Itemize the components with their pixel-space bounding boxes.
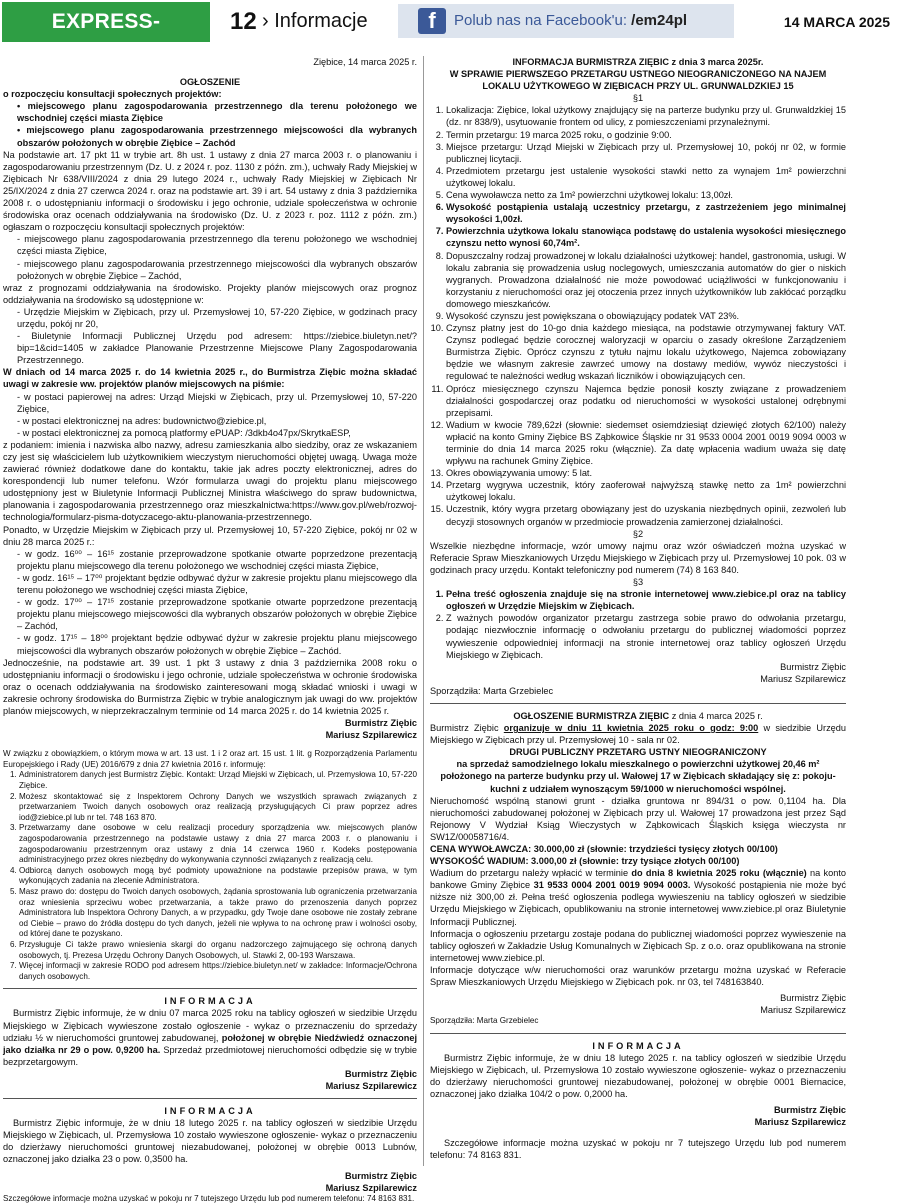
announcement-subtitle: o rozpoczęciu konsultacji społecznych projektów: xyxy=(3,89,222,100)
list-item: 4. Odbiorcą danych osobowych mogą być podmioty upoważnione na podstawie przepisów prawa, w tym wykonujących zadania na zlecenie Administratora. xyxy=(19,866,417,887)
signature-name: Mariusz Szpilarewicz xyxy=(325,730,417,741)
paragraph: Nieruchomość wspólną stanowi grunt - działka gruntowa nr 894/31 o pow. 0,1104 ha. Dla nieruchomości zabudowanej położonej w Ziębicach przy ul. Wałowej 17 prowadzona jest przez Sąd Rejonowy V Wydział Ksiąg Wieczystych w Ząbkowicach Śląskich księga wieczysta nr SW1Z/00058716/4. xyxy=(430,795,846,842)
info-text: Burmistrz Ziębic informuje, że w dniu 07 marca 2025 roku na tablicy ogłoszeń w siedzibie Urzędu Miejskiego w Ziębicach wywieszone zostało ogłoszenie - wykaz o przeznaczeniu do sprzedaży udziału ½ w nieruchomości gruntowej zabudowanej, położonej w obrębie Niedźwiedź oznaczonej jako działka nr 29 o pow. 0,9200 ha. Sprzedaż przedmiotowej nieruchomości odbędzie się w trybie bezprzetargowym. xyxy=(3,1008,417,1067)
list-item: 2. Możesz skontaktować się z Inspektorem Ochrony Danych we wszystkich sprawach związanych z przetwarzaniem Twoich danych osobowych oraz realizacją przysługujących Ci praw poprzez adres iod@ziebice.pl lub nr tel. 748 163 870. xyxy=(19,792,417,824)
schedule-item: - w godz. 17⁰⁰ – 17¹⁵ zostanie przeprowadzone spotkanie otwarte poprzedzone prezentacją projektu planu miejscowego miejscowości dla wybranych obszarów położonych w obrębie Ziębice – Zachód, xyxy=(17,597,417,632)
info-text: Burmistrz Ziębic informuje, że w dniu 18 lutego 2025 r. na tablicy ogłoszeń w siedzibie Urzędu Miejskiego w Ziębicach, ul. Przemysłowa 10 zostało wywieszone ogłoszenie- wykaz o przeznaczeniu do dzierżawy nieruchomości gruntowej niezabudowanej, położonej w obrębie 0001 Biernacice, oznaczonej jako działka 104/2 o pow. 0,2000 ha. xyxy=(430,1053,846,1100)
tender-title: INFORMACJA BURMISTRZA ZIĘBIC z dnia 3 marca 2025r. xyxy=(512,57,764,67)
facebook-banner[interactable] xyxy=(398,4,734,38)
list-item: 12. Wadium w kwocie 789,62zł (słownie: siedemset osiemdziesiąt dziewięć złotych 62/100) należy wpłacić na konto Gminy Ziębice BS Ząbkowice Śląskie nr 31 9533 0004 2001 0019 9094 0003 w terminie do dnia 14 marca 2025 roku (włącznie). Za datę wpłacenia wadium uważa się datę wpływu na rachunek Gminy Ziębice. xyxy=(446,419,846,467)
prepared-by: Sporządziła: Marta Grzebielec xyxy=(430,685,554,696)
list-item: 6. Wysokość postąpienia ustalają uczestnicy przetargu, z zastrzeżeniem jego minimalnej wysokości 1,00zł. xyxy=(446,201,846,225)
signature-name: Mariusz Szpilarewicz xyxy=(754,1117,846,1128)
column-divider xyxy=(423,56,424,1166)
legal-basis: Na podstawie art. 17 pkt 11 w trybie art. 8h ust. 1 ustawy z dnia 27 marca 2003 r. o planowaniu i zagospodarowaniu przestrzennym (Dz. U. z 2024 r. poz. 1130 z późn. zm.), uchwały Rady Miejskiej w Ziębicach Nr 638/VIII/2024 z dnia 29 lutego 2024 r., uchwały Rady Miejskiej w Ziębicach Nr 25/IX/2024 z dnia 27 czerwca 2024 r. oraz na podstawie art. 39 i art. 54 ustawy z dnia 3 października 2008 r. o udostępnianiu informacji o środowisku i jego ochronie, udziale społeczeństwa w ochronie środowiska oraz ocenach oddziaływania na środowisko (Dz. U. z 2023 r. poz. 1112 z późn. zm.) ogłaszam o rozpoczęciu konsultacji społecznych projektów: xyxy=(3,149,417,233)
list-item: 3. Przetwarzamy dane osobowe w celu realizacji procedury sporządzenia ww. miejscowych planów zagospodarowania przestrzennego na podstawie ustawy z dnia 27 marca 2003 r. o planowaniu i zagospodarowaniu przestrzennym oraz ustawy z dnia 14 czerwca 1960 r. Kodeks postępowania administracyjnego przez okres niezbędny do wykonywania czynności związanych z realizacją celu. xyxy=(19,823,417,865)
signature-title: Burmistrz Ziębic xyxy=(345,1170,417,1181)
signature-name: Mariusz Szpilarewicz xyxy=(325,1080,417,1091)
list-item: 7. Powierzchnia użytkowa lokalu stanowiąca podstawę do ustalenia wysokości miesięcznego czynszu netto wynosi 60,74m². xyxy=(446,225,846,249)
section-mark: §3 xyxy=(632,577,644,588)
signature-name: Mariusz Szpilarewicz xyxy=(760,673,846,684)
brand-logo[interactable]: EXPRESS-MIEJSKI.PL xyxy=(2,2,210,42)
signature-title: Burmistrz Ziębic xyxy=(345,718,417,729)
signature-title: Burmistrz Ziębic xyxy=(780,993,846,1004)
facebook-icon: f xyxy=(418,8,446,34)
right-column xyxy=(430,56,846,1161)
list-item: 8. Dopuszczalny rodzaj prowadzonej w lokalu działalności użytkowej: handel, gastronomia, usługi. W lokalu zabrania się prowadzenia usług noclegowych, umieszczania automatów do gier o niskich wygranych. Prowadzona działalność nie może powodować uciążliwości w funkcjonowaniu i korzystaniu z nieruchomości oraz jej otoczenia przez innych użytkowników lub zakłócać porządku domowego mieszkańców. xyxy=(446,250,846,310)
sale-heading: OGŁOSZENIE BURMISTRZA ZIĘBIC z dnia 4 marca 2025 r. xyxy=(513,710,763,721)
list-item: 14. Przetarg wygrywa uczestnik, który zaoferował najwyższą stawkę netto za 1m² powierzchni użytkowej lokalu. xyxy=(446,479,846,503)
info-title: INFORMACJA xyxy=(164,1106,256,1117)
signature-title: Burmistrz Ziębic xyxy=(774,1105,846,1116)
list-item: 1. Lokalizacja: Ziębice, lokal użytkowy znajdujący się na parterze budynku przy ul. Grunwaldzkiej 15 (dz. nr 838/9), usytuowanie frontem od ulicy, z pomieszczeniami przynależnymi. xyxy=(446,104,846,128)
list-item: 10. Czynsz płatny jest do 10-go dnia każdego miesiąca, na podstawie otrzymywanej faktury VAT. Czynsz podlegać będzie corocznej waloryzacji w oparciu o zasady określone Zarządzeniem Burmistrza Ziębic. Oprócz czynszu z tytułu najmu lokalu użytkowego, Najemca zobowiązany będzie we własnym zakresie zawrzeć umowy na dostawy mediów, wywóz nieczystości i regulować te należności według wskazań liczników i obowiązujących cen. xyxy=(446,322,846,382)
rodo-list xyxy=(3,770,417,982)
rodo-intro: W związku z obowiązkiem, o którym mowa w art. 13 ust. 1 i 2 oraz art. 15 ust. 1 lit. g Rozporządzenia Parlamentu Europejskiego i Rady (UE) 2016/679 z dnia 27 kwietnia 2016 r. informuję: xyxy=(3,749,417,769)
prepared-by: Sporządziła: Marta Grzebielec xyxy=(430,1016,539,1026)
sale-intro: Burmistrz Ziębic organizuje w dniu 11 kwietnia 2025 roku o godz: 9:00 w siedzibie Urzędu Miejskiego w Ziębicach przy ul. Przemysłowej 10 - sala nr 02. xyxy=(430,723,846,746)
signature-name: Mariusz Szpilarewicz xyxy=(760,1005,846,1016)
project-item: - miejscowego planu zagospodarowania przestrzennego miejscowości dla wybranych obszarów położonych w obrębie Ziębice – Zachód, xyxy=(17,258,417,281)
page-number: 12 xyxy=(230,8,257,35)
info-title: INFORMACJA xyxy=(164,996,256,1007)
list-item: 1. Administratorem danych jest Burmistrz Ziębic. Kontakt: Urząd Miejski w Ziębicach, ul. Przemysłowa 10, 57-220 Ziębice. xyxy=(19,770,417,791)
schedule-item: - w godz. 17¹⁵ – 18⁰⁰ projektant będzie odbywać dyżur w zakresie projektu planu miejscowego miejscowości dla wybranych obszarów położonych w obrębie Ziębice – Zachód. xyxy=(17,633,417,656)
paragraph: z podaniem: imienia i nazwiska albo nazwy, adresu zamieszkania albo siedziby, oraz ze wskazaniem czy jest się właścicielem lub użytkownikiem wieczystym nieruchomości objętej uwagą. Uwaga może zawierać również dodatkowe dane do kontaktu, takie jak adres poczty elektronicznej, adres do korespondencji lub numer telefonu. Wzór formularza uwagi do projektu planu miejscowego udostępniony jest w Biuletynie Informacji Publicznej Ministra właściwego do spraw budownictwa, planowania i zagospodarowania przestrzennego oraz mieszkalnictwa:https://www.gov.pl/web/rozwoj-technologia/formularz-pisma-dotyczacego-aktu-planowania-przestrzennego. xyxy=(3,439,417,523)
paragraph: Informacja o ogłoszeniu przetargu zostaje podana do publicznej wiadomości poprzez wywieszenie na tablicy ogłoszeń w Zakładzie Usług Komunalnych w Ziębicach Sp. z o.o. oraz opublikowana na stronie internetowej www.ziebice.pl. xyxy=(430,928,846,963)
info-title: INFORMACJA xyxy=(592,1040,684,1051)
facebook-handle: /em24pl xyxy=(631,12,688,29)
bullet-item: • miejscowego planu zagospodarowania przestrzennego miejscowości dla wybranych obszarów położonych w obrębie Ziębice – Zachód xyxy=(17,125,417,148)
paragraph: wraz z prognozami oddziaływania na środowisko. Projekty planów miejscowych oraz prognoz oddziaływania na środowisko są udostępnione w: xyxy=(3,282,417,305)
submission-form: - w postaci elektronicznej na adres: budownictwo@ziebice.pl, xyxy=(17,415,267,426)
issue-date: 14 MARCA 2025 xyxy=(783,14,890,30)
meeting-intro: Ponadto, w Urzędzie Miejskim w Ziębicach przy ul. Przemysłowej 10, 57-220 Ziębice, pokój nr 02 w dniu 28 marca 2025 r.: xyxy=(3,524,417,547)
left-column xyxy=(3,56,417,1204)
submission-form: - w postaci elektronicznej za pomocą platformy ePUAP: /3dkb4o47px/SkrytkaESP, xyxy=(17,427,351,438)
sale-subject: na sprzedaż samodzielnego lokalu mieszkalnego o powierzchni użytkowej 20,46 m² położonego na parterze budynku przy ul. Wałowej 17 w Ziębicach składający się z: pokoju-kuchni z udziałem wynoszącym 59/1000 w nieruchomości wspólnej. xyxy=(440,759,836,794)
submission-form: - w postaci papierowej na adres: Urząd Miejski w Ziębicach, przy ul. Przemysłowej 10, 57-220 Ziębice, xyxy=(17,391,417,414)
announcement-title: OGŁOSZENIE xyxy=(179,77,241,88)
facebook-text: Polub nas na Facebook'u: /em24pl xyxy=(454,12,688,29)
list-item: 5. Cena wywoławcza netto za 1m² powierzchni użytkowej lokalu: 13,00zł. xyxy=(446,189,846,201)
list-item: 15. Uczestnik, który wygra przetarg obowiązany jest do uzyskania niezbędnych opinii, zezwoleń lub decyzji stosownych organów w przedmiocie prowadzenia zamierzonej działalności. xyxy=(446,503,846,527)
sale-type: DRUGI PUBLICZNY PRZETARG USTNY NIEOGRANICZONY xyxy=(509,747,767,758)
paragraph: Informacje dotyczące w/w nieruchomości oraz warunków przetargu można uzyskać w Referacie Spraw Mieszkaniowych Urzędu Miejskiego w Ziębicach pok. nr 03, tel 748163840. xyxy=(430,964,846,988)
section-title: › Informacje xyxy=(262,10,368,32)
paragraph: Wadium do przetargu należy wpłacić w terminie do dnia 8 kwietnia 2025 roku (włącznie) na konto bankowe Gminy Ziębice 31 9533 0004 2001 0019 9094 0003. Wysokość postąpienia nie może być niższe niż 300,00 zł. Pełna treść ogłoszenia podlega wywieszeniu na tablicy ogłoszeń w siedzibie Urzędu Miejskiego w Ziębicach, opublikowaniu na stronie internetowej www.ziebice.pl oraz Biuletynie Informacji Publicznej. xyxy=(430,868,847,927)
tender-subtitle: W SPRAWIE PIERWSZEGO PRZETARGU USTNEGO NIEOGRANICZONEGO NA NAJEM LOKALU UŻYTKOWEGO W ZIĘBICACH PRZY UL. GRUNWALDZKIEJ 15 xyxy=(449,69,827,92)
list-item: 11. Oprócz miesięcznego czynszu Najemca będzie ponosił koszty związane z prowadzeniem działalności gospodarczej oraz podatku od nieruchomości w wysokości ustalonej odrębnymi przepisami. xyxy=(446,383,846,419)
paragraph: Wszelkie niezbędne informacje, wzór umowy najmu oraz wzór oświadczeń można uzyskać w Referacie Spraw Mieszkaniowych Urzędu Miejskiego w Ziębicach przy ul. Przemysłowej 10 pok. 03 w godzinach pracy urzędu. Kontakt telefoniczny pod numerem (74) 8 163 840. xyxy=(430,540,846,575)
project-item: - miejscowego planu zagospodarowania przestrzennego dla terenu położonego we wschodniej części miasta Ziębice, xyxy=(17,234,417,257)
paragraph: Jednocześnie, na podstawie art. 39 ust. 1 pkt 3 ustawy z dnia 3 października 2008 roku o udostępnianiu informacji o środowisku i jego ochronie, udziale społeczeństwa w ochronie środowiska oraz o ocenach oddziaływania na środowisko zainteresowani mogą składać wnioski i uwagi w zakresie ochrony środowiska do Burmistrza Ziębic w trybie analogicznym jak uwagi do ww. projektów planów miejscowych, w nieprzekraczalnym terminie od 14 marca 2025 r. do 14 kwietnia 2025 r. xyxy=(3,657,417,716)
bullet-item: • miejscowego planu zagospodarowania przestrzennego dla terenu położonego we wschodniej części miasta Ziębice xyxy=(17,101,417,124)
schedule-item: - w godz. 16⁰⁰ – 16¹⁵ zostanie przeprowadzone spotkanie otwarte poprzedzone prezentacją projektu planu miejscowego dla terenu położonego we wschodniej części miasta Ziębice, xyxy=(17,548,417,571)
list-item: 5. Masz prawo do: dostępu do Twoich danych osobowych, żądania sprostowania lub ograniczenia przetwarzania oraz wniesienia sprzeciwu wobec przetwarzania, a także prawo do przenoszenia danych poprzez Administratora lub Inspektora Ochrony Danych, a w przypadku, gdy Twoje dane osobowe nie zostały zebrane od Ciebie – prawo do źródła dostępu do tych danych, jeżeli nie wpływa to na ochronę praw i wolności osoby, od której dane te pozyskano. xyxy=(19,887,417,940)
final-provisions xyxy=(430,588,846,661)
list-item: 3. Miejsce przetargu: Urząd Miejski w Ziębicach przy ul. Przemysłowej 10, pokój nr 02, w formie publicznej licytacji. xyxy=(446,141,846,165)
access-item: - Biuletynie Informacji Publicznej Urzędu pod adresem: https://ziebice.biuletyn.net/?bip=1&cid=1405 w zakładce Planowanie Przestrzenne Miejscowe Plany Zagospodarowania Przestrzennego. xyxy=(17,331,417,366)
section-mark: §1 xyxy=(632,93,644,104)
starting-price: CENA WYWOŁAWCZA: 30.000,00 zł (słownie: trzydzieści tysięcy złotych 00/100) xyxy=(430,844,778,854)
list-item: 2. Termin przetargu: 19 marca 2025 roku, o godzinie 9:00. xyxy=(446,129,846,141)
section-mark: §2 xyxy=(632,528,644,539)
access-item: - Urzędzie Miejskim w Ziębicach, przy ul. Przemysłowej 10, 57-220 Ziębice, w godzinach pracy urzędu, pokój nr 20, xyxy=(17,306,417,329)
info-footer: Szczegółowe informacje można uzyskać w pokoju nr 7 tutejszego Urzędu lub pod numerem telefonu: 74 8163 831. xyxy=(430,1137,846,1160)
info-text: Burmistrz Ziębic informuje, że w dniu 18 lutego 2025 r. na tablicy ogłoszeń w siedzibie Urzędu Miejskiego w Ziębicach, ul. Przemysłowa 10 zostało wywieszone ogłoszenie- wykaz o przeznaczeniu do dzierżawy nieruchomości gruntowej niezabudowanej, położonej w obrębie 0013 Lubnów, oznaczonej jako działka 23 o pow. 0,3500 ha. xyxy=(3,1118,417,1165)
comment-period: W dniach od 14 marca 2025 r. do 14 kwietnia 2025 r., do Burmistrza Ziębic można składać uwagi w zakresie ww. projektów planów miejscowych na piśmie: xyxy=(3,367,417,390)
deposit-amount: WYSOKOŚĆ WADIUM: 3.000,00 zł (słownie: trzy tysiące złotych 00/100) xyxy=(430,856,740,867)
signature-title: Burmistrz Ziębic xyxy=(780,661,846,672)
info-footer: Szczegółowe informacje można uzyskać w pokoju nr 7 tutejszego Urzędu lub pod numerem telefonu: 74 8163 831. xyxy=(3,1193,415,1203)
list-item: 6. Przysługuje Ci także prawo wniesienia skargi do organu nadzorczego zajmującego się ochroną danych osobowych, tj. Prezesa Urzędu Ochrony Danych Osobowych, ul. Stawki 2, 00-193 Warszawa. xyxy=(19,940,417,961)
list-item: 1. Pełna treść ogłoszenia znajduje się na stronie internetowej www.ziebice.pl oraz na tablicy ogłoszeń w Urzędzie Miejskim w Ziębicach. xyxy=(446,588,846,612)
list-item: 13. Okres obowiązywania umowy: 5 lat. xyxy=(446,467,846,479)
signature-name: Mariusz Szpilarewicz xyxy=(325,1182,417,1193)
schedule-item: - w godz. 16¹⁵ – 17⁰⁰ projektant będzie odbywać dyżur w zakresie projektu planu miejscowego dla terenu położonego we wschodniej części miasta Ziębice, xyxy=(17,572,417,596)
tender-conditions xyxy=(430,104,846,527)
list-item: 9. Wysokość czynszu jest powiększana o obowiązujący podatek VAT 23%. xyxy=(446,310,846,322)
date-line: Ziębice, 14 marca 2025 r. xyxy=(313,57,417,67)
list-item: 4. Przedmiotem przetargu jest ustalenie wysokości stawki netto za wynajem 1m² powierzchni użytkowej lokalu. xyxy=(446,165,846,189)
list-item: 7. Więcej informacji w zakresie RODO pod adresem https://ziebice.biuletyn.net/ w zakładce: Informacje/Ochrona danych osobowych. xyxy=(19,961,417,982)
list-item: 2. Z ważnych powodów organizator przetargu zastrzega sobie prawo do odwołania przetargu, podając niezwłocznie informację o odwołaniu przetargu do publicznej wiadomości poprzez wywieszenie odpowiedniej informacji na stronie internetowej oraz tablicy ogłoszeń Urzędu Miejskiego w Ziębicach. xyxy=(446,612,846,660)
signature-title: Burmistrz Ziębic xyxy=(345,1068,417,1079)
